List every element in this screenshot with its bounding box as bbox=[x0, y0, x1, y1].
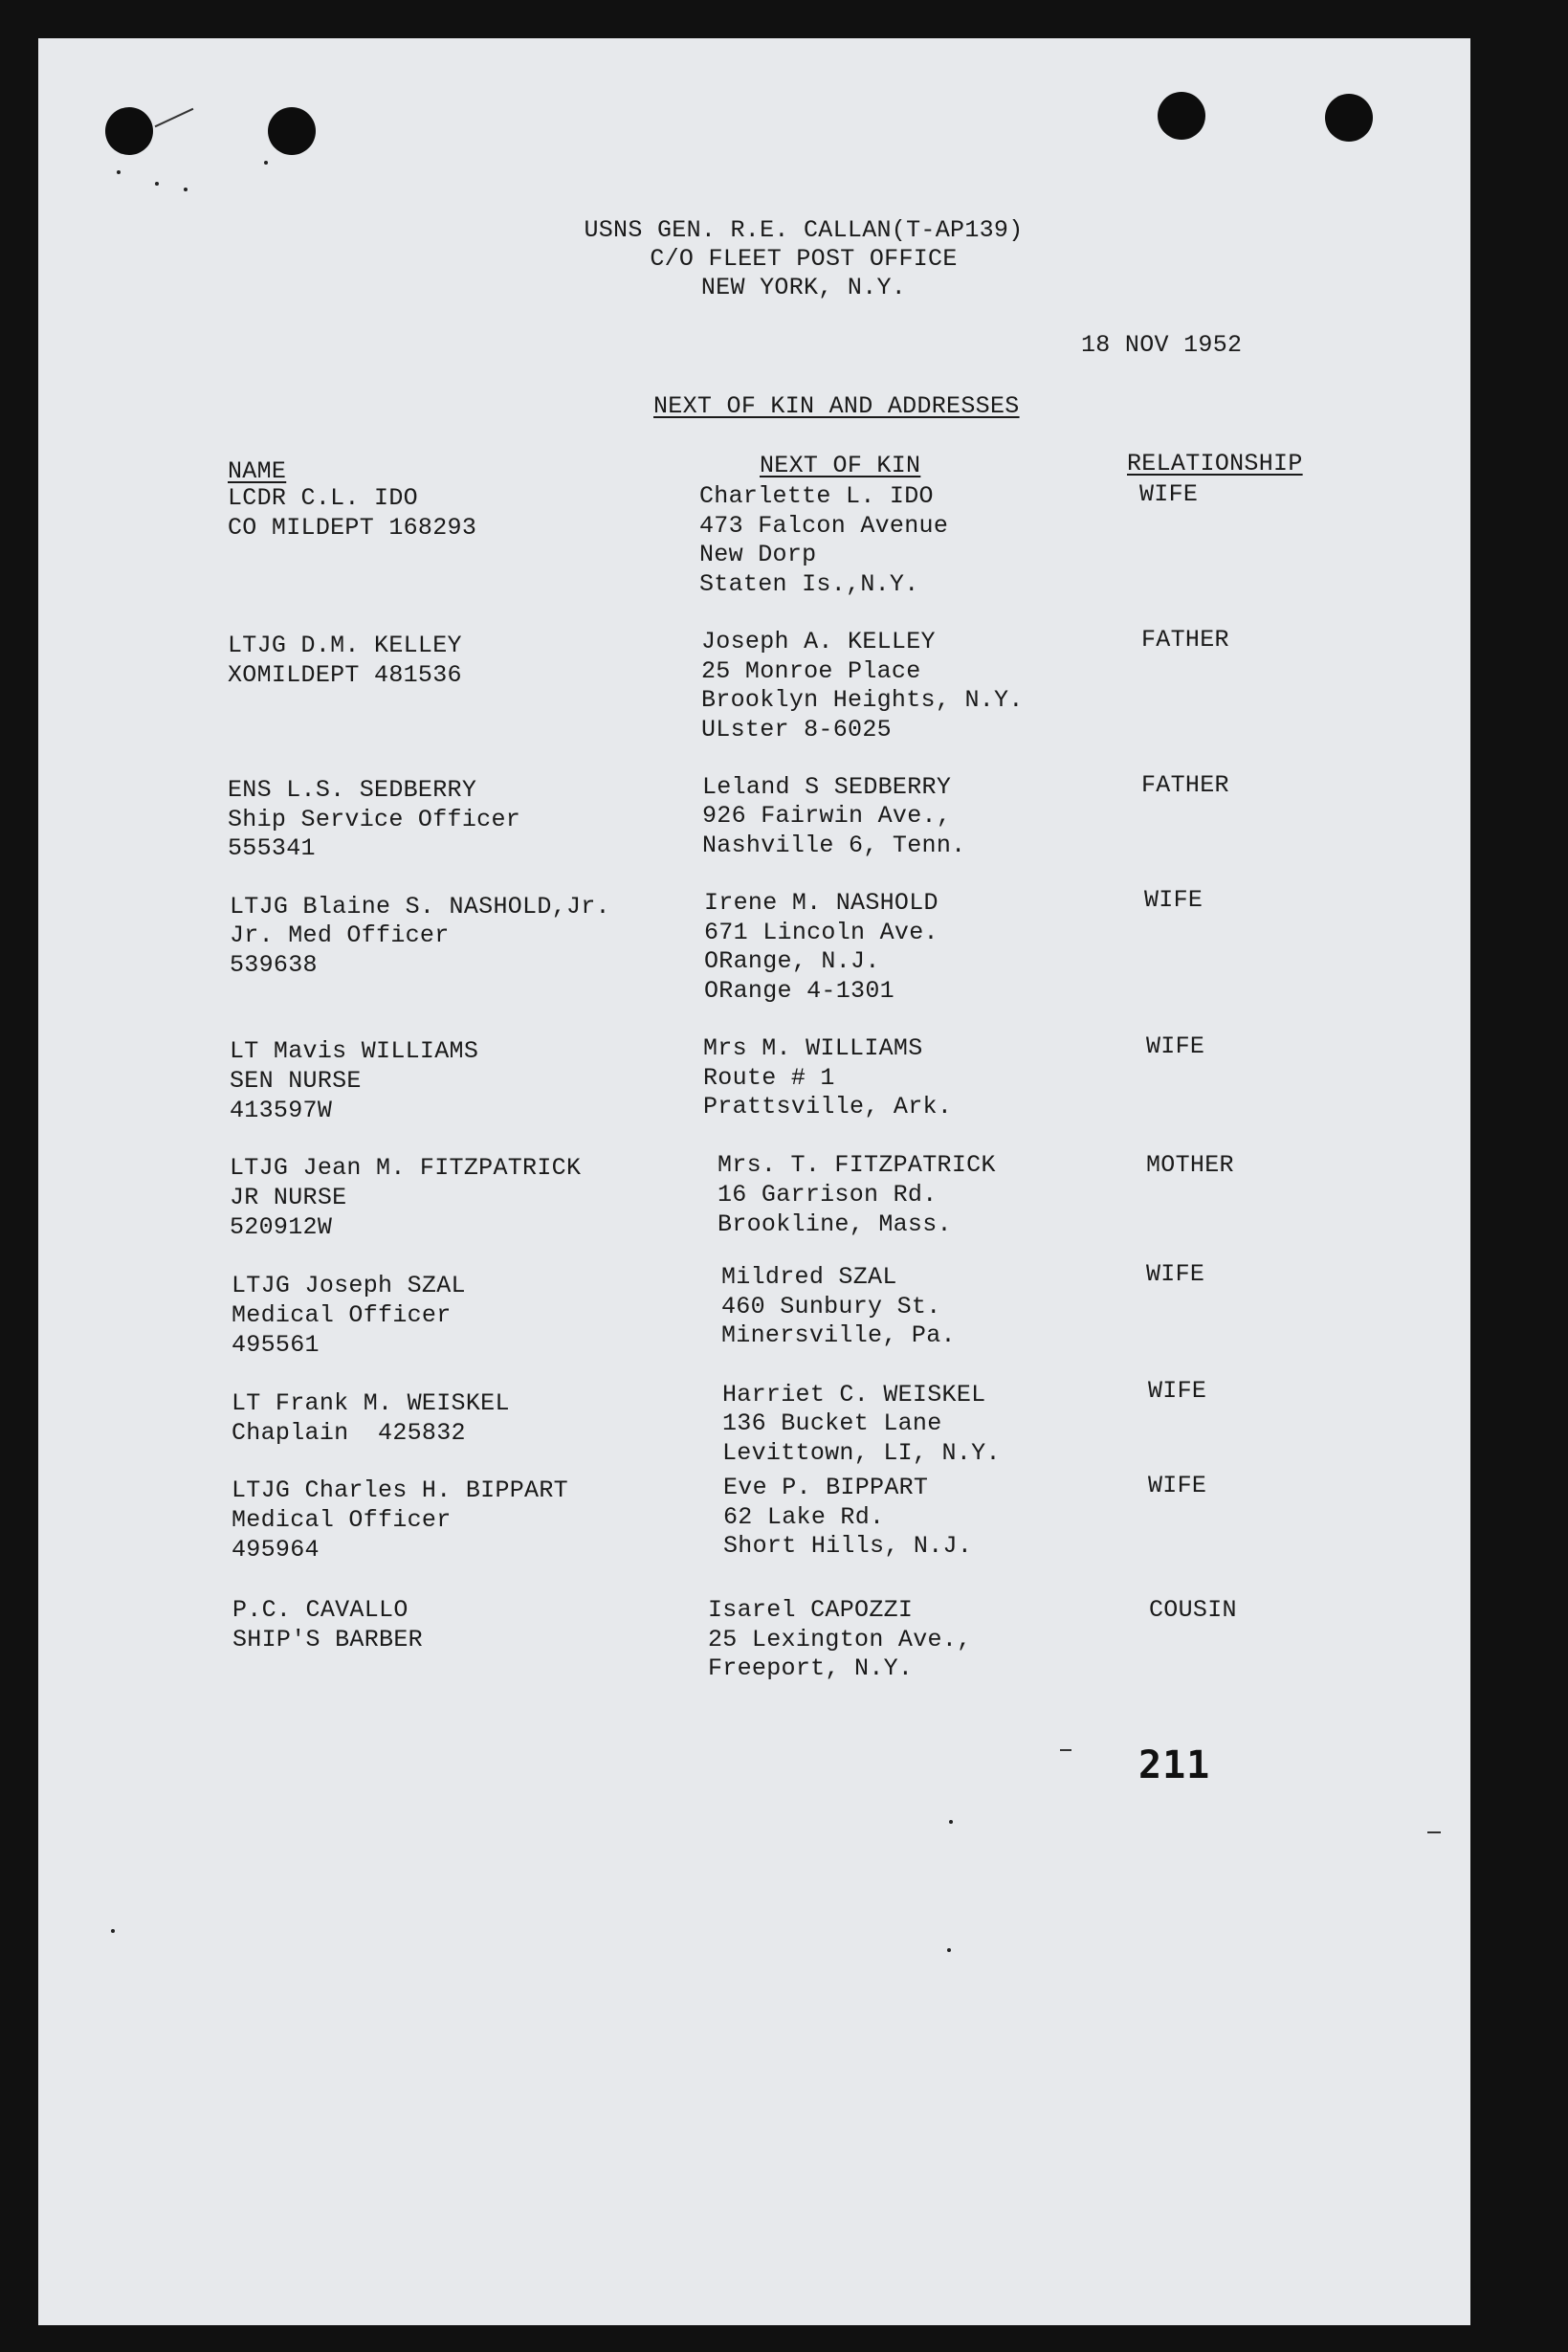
page-number: 211 bbox=[1138, 1743, 1211, 1787]
entry-kin-line: Staten Is.,N.Y. bbox=[699, 570, 919, 598]
entry-name-line: LT Mavis WILLIAMS bbox=[230, 1037, 479, 1065]
entry-kin-line: 62 Lake Rd. bbox=[723, 1503, 885, 1531]
entry-kin-line: Charlette L. IDO bbox=[699, 482, 934, 510]
entry-kin-line: 473 Falcon Avenue bbox=[699, 512, 949, 540]
entry-name-line: LTJG D.M. KELLEY bbox=[228, 632, 462, 659]
punch-hole-right-1 bbox=[1158, 92, 1205, 140]
entry-kin-line: 136 Bucket Lane bbox=[722, 1409, 942, 1437]
pencil-mark bbox=[155, 108, 194, 127]
entry-kin-line: Joseph A. KELLEY bbox=[701, 628, 936, 655]
entry-kin-line: Mildred SZAL bbox=[721, 1263, 897, 1291]
entry-kin-line: Eve P. BIPPART bbox=[723, 1474, 929, 1501]
speck-line bbox=[1060, 1749, 1071, 1751]
entry-kin-line: Brooklyn Heights, N.Y. bbox=[701, 686, 1024, 714]
entry-kin-line: Freeport, N.Y. bbox=[708, 1654, 914, 1682]
entry-relationship: WIFE bbox=[1148, 1472, 1207, 1499]
entry-kin-line: 671 Lincoln Ave. bbox=[704, 919, 939, 946]
entry-name-line: 539638 bbox=[230, 951, 318, 979]
entry-name-line: 520912W bbox=[230, 1213, 333, 1241]
entry-name-line: LT Frank M. WEISKEL bbox=[232, 1389, 510, 1417]
entry-kin-line: 25 Monroe Place bbox=[701, 657, 921, 685]
entry-name-line: LTJG Charles H. BIPPART bbox=[232, 1476, 568, 1504]
entry-kin-line: Prattsville, Ark. bbox=[703, 1093, 953, 1121]
entry-kin-line: 16 Garrison Rd. bbox=[718, 1181, 938, 1209]
entry-kin-line: ORange, N.J. bbox=[704, 947, 880, 975]
post-office-line: C/O FLEET POST OFFICE bbox=[650, 245, 958, 273]
entry-name-line: XOMILDEPT 481536 bbox=[228, 661, 462, 689]
entry-kin-line: Harriet C. WEISKEL bbox=[722, 1381, 986, 1409]
entry-relationship: MOTHER bbox=[1146, 1151, 1234, 1179]
ship-name: USNS GEN. R.E. CALLAN(T-AP139) bbox=[584, 216, 1024, 244]
entry-kin-line: Leland S SEDBERRY bbox=[702, 773, 952, 801]
entry-kin-line: Route # 1 bbox=[703, 1064, 835, 1092]
column-header-relationship: RELATIONSHIP bbox=[1127, 450, 1303, 477]
speck bbox=[947, 1948, 951, 1952]
entry-kin-line: Isarel CAPOZZI bbox=[708, 1596, 914, 1624]
entry-relationship: FATHER bbox=[1141, 771, 1229, 799]
entry-name-line: LTJG Joseph SZAL bbox=[232, 1272, 466, 1299]
entry-relationship: WIFE bbox=[1146, 1260, 1205, 1288]
entry-kin-line: 460 Sunbury St. bbox=[721, 1293, 941, 1320]
entry-kin-line: Irene M. NASHOLD bbox=[704, 889, 939, 917]
speck-line bbox=[1427, 1831, 1441, 1833]
entry-name-line: P.C. CAVALLO bbox=[232, 1596, 409, 1624]
entry-kin-line: Short Hills, N.J. bbox=[723, 1532, 973, 1560]
entry-name-line: SHIP'S BARBER bbox=[232, 1626, 423, 1653]
document-date: 18 NOV 1952 bbox=[1081, 331, 1243, 359]
entry-name-line: 555341 bbox=[228, 834, 316, 862]
entry-name-line: LTJG Blaine S. NASHOLD,Jr. bbox=[230, 893, 610, 921]
entry-name-line: LCDR C.L. IDO bbox=[228, 484, 418, 512]
entry-kin-line: 926 Fairwin Ave., bbox=[702, 802, 952, 830]
entry-kin-line: ORange 4-1301 bbox=[704, 977, 894, 1005]
punch-hole-right-2 bbox=[1325, 94, 1373, 142]
entry-kin-line: Mrs. T. FITZPATRICK bbox=[718, 1151, 996, 1179]
column-header-next-of-kin: NEXT OF KIN bbox=[760, 452, 921, 479]
entry-kin-line: Minersville, Pa. bbox=[721, 1321, 956, 1349]
entry-relationship: COUSIN bbox=[1149, 1596, 1237, 1624]
entry-name-line: Chaplain 425832 bbox=[232, 1419, 466, 1447]
speck bbox=[117, 170, 121, 174]
entry-name-line: Medical Officer bbox=[232, 1301, 452, 1329]
speck bbox=[184, 188, 188, 191]
entry-name-line: ENS L.S. SEDBERRY bbox=[228, 776, 477, 804]
entry-kin-line: Mrs M. WILLIAMS bbox=[703, 1034, 923, 1062]
speck bbox=[155, 182, 159, 186]
entry-name-line: LTJG Jean M. FITZPATRICK bbox=[230, 1154, 582, 1182]
punch-hole-left-2 bbox=[268, 107, 316, 155]
entry-relationship: WIFE bbox=[1146, 1032, 1205, 1060]
speck bbox=[264, 161, 268, 165]
entry-name-line: 413597W bbox=[230, 1097, 333, 1124]
entry-relationship: WIFE bbox=[1144, 886, 1204, 914]
entry-name-line: Jr. Med Officer bbox=[230, 921, 450, 949]
document-title: NEXT OF KIN AND ADDRESSES bbox=[653, 392, 1020, 420]
entry-name-line: Ship Service Officer bbox=[228, 806, 521, 833]
speck bbox=[111, 1929, 115, 1933]
entry-name-line: CO MILDEPT 168293 bbox=[228, 514, 477, 542]
entry-kin-line: Nashville 6, Tenn. bbox=[702, 832, 966, 859]
entry-name-line: 495964 bbox=[232, 1536, 320, 1564]
entry-relationship: FATHER bbox=[1141, 626, 1229, 654]
entry-name-line: JR NURSE bbox=[230, 1184, 347, 1211]
city-line: NEW YORK, N.Y. bbox=[700, 274, 907, 301]
punch-hole-left-1 bbox=[105, 107, 153, 155]
entry-name-line: SEN NURSE bbox=[230, 1067, 362, 1095]
speck bbox=[949, 1820, 953, 1824]
entry-relationship: WIFE bbox=[1148, 1377, 1207, 1405]
entry-kin-line: 25 Lexington Ave., bbox=[708, 1626, 972, 1653]
entry-name-line: Medical Officer bbox=[232, 1506, 452, 1534]
entry-kin-line: Levittown, LI, N.Y. bbox=[722, 1439, 1001, 1467]
entry-kin-line: New Dorp bbox=[699, 541, 817, 568]
entry-kin-line: ULster 8-6025 bbox=[701, 716, 892, 743]
column-header-name: NAME bbox=[228, 457, 287, 485]
entry-name-line: 495561 bbox=[232, 1331, 320, 1359]
entry-kin-line: Brookline, Mass. bbox=[718, 1210, 952, 1238]
entry-relationship: WIFE bbox=[1139, 480, 1199, 508]
